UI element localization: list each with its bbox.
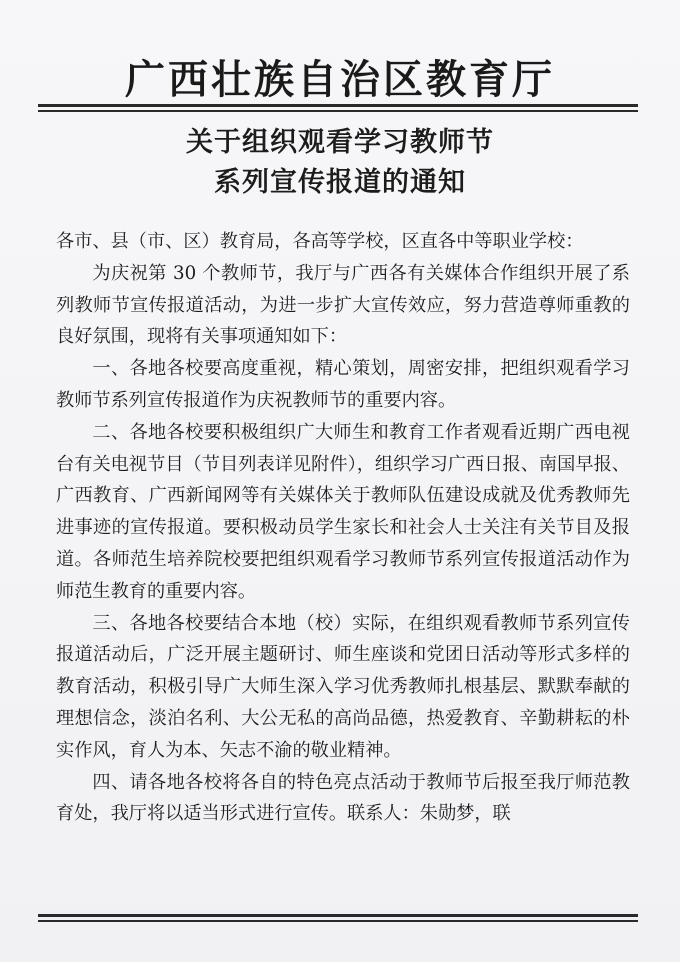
paragraph-item-3: 三、各地各校要结合本地（校）实际，在组织观看教师节系列宣传报道活动后，广泛开展主题研讨、师生座谈和党团日活动等形式多样的教育活动，积极引导广大师生深入学习优秀教师扎根基层、默默奉献的理想信念，淡泊名利、大公无私的高尚品德，热爱教育、辛勤耕耘的朴实作风，育人为本、矢志不渝的敬业精神。 [56, 612, 630, 761]
header-divider-thick [38, 104, 638, 107]
document-title-line-1: 关于组织观看学习教师节 [186, 127, 494, 158]
issuing-authority-header: 广西壮族自治区教育厅 [125, 57, 555, 103]
salutation: 各市、县（市、区）教育局，各高等学校，区直各中等职业学校： [56, 231, 584, 252]
document-body [56, 226, 630, 830]
paragraph-item-4: 四、请各地各校将各自的特色亮点活动于教师节后报至我厅师范教育处，我厅将以适当形式进行宣传。联系人：朱勋梦，联 [56, 771, 630, 825]
header-divider-thin [38, 110, 638, 112]
footer-divider-thin [38, 920, 638, 922]
document-title-line-2: 系列宣传报道的通知 [214, 167, 466, 198]
footer-divider-thick [38, 914, 638, 917]
paragraph-intro: 为庆祝第 30 个教师节，我厅与广西各有关媒体合作组织开展了系列教师节宣传报道活动，为进一步扩大宣传效应，努力营造尊师重教的良好氛围，现将有关事项通知如下： [56, 262, 630, 348]
paragraph-item-2: 二、各地各校要积极组织广大师生和教育工作者观看近期广西电视台有关电视节目（节目列表详见附件），组织学习广西日报、南国早报、广西教育、广西新闻网等有关媒体关于教师队伍建设成就及优秀教师先进事迹的宣传报道。要积极动员学生家长和社会人士关注有关节目及报道。各师范生培养院校要把组织观看学习教师节系列宣传报道活动作为师范生教育的重要内容。 [56, 421, 630, 602]
paragraph-item-1: 一、各地各校要高度重视，精心策划，周密安排，把组织观看学习教师节系列宣传报道作为庆祝教师节的重要内容。 [56, 358, 630, 411]
